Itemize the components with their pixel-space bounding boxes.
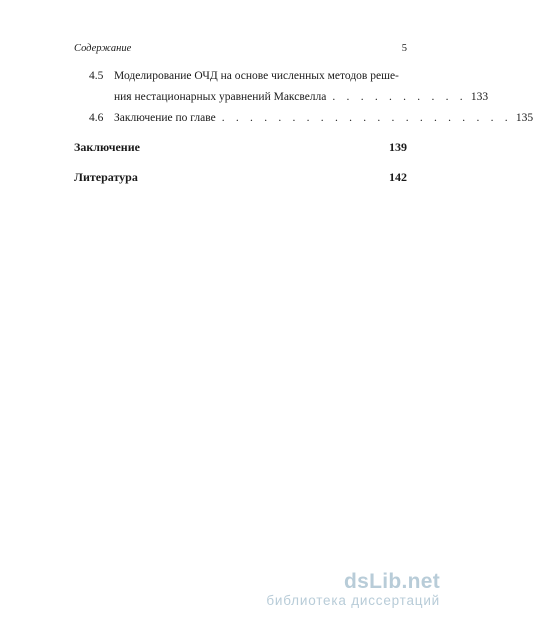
toc-chapter-page: 139	[389, 140, 407, 154]
toc-chapter-title: Заключение	[74, 140, 140, 154]
toc-section-title-line2: ния нестационарных уравнений Максвелла	[114, 91, 327, 103]
toc-page-ref: 135	[515, 112, 533, 124]
toc-section-title-line1[interactable]: Моделирование ОЧД на основе численных методов реше-	[114, 70, 399, 82]
toc-chapter-page: 142	[389, 170, 407, 184]
leader-dots: . . . . . . . . . . . . . . . . . . . . .	[221, 112, 512, 124]
leader-dots: . . . . . . . . . .	[332, 91, 467, 103]
toc-page-ref: 133	[470, 91, 489, 103]
toc-chapter-conclusion[interactable]	[74, 140, 407, 155]
page-header	[74, 43, 407, 57]
watermark	[266, 571, 440, 609]
watermark-subtitle: библиотека диссертаций	[266, 593, 440, 608]
toc-entry-row[interactable]	[114, 91, 489, 103]
toc-chapter-title: Литература	[74, 170, 138, 184]
toc-section-title: Заключение по главе	[114, 112, 216, 124]
toc-section-number: 4.6	[89, 112, 104, 124]
toc-entry-row[interactable]	[114, 112, 533, 124]
toc-section-number: 4.5	[89, 70, 104, 82]
watermark-brand: dsLib.net	[343, 570, 440, 593]
header-page-number: 5	[401, 43, 407, 54]
header-title: Содержание	[74, 43, 132, 54]
toc-chapter-references[interactable]	[74, 170, 407, 185]
